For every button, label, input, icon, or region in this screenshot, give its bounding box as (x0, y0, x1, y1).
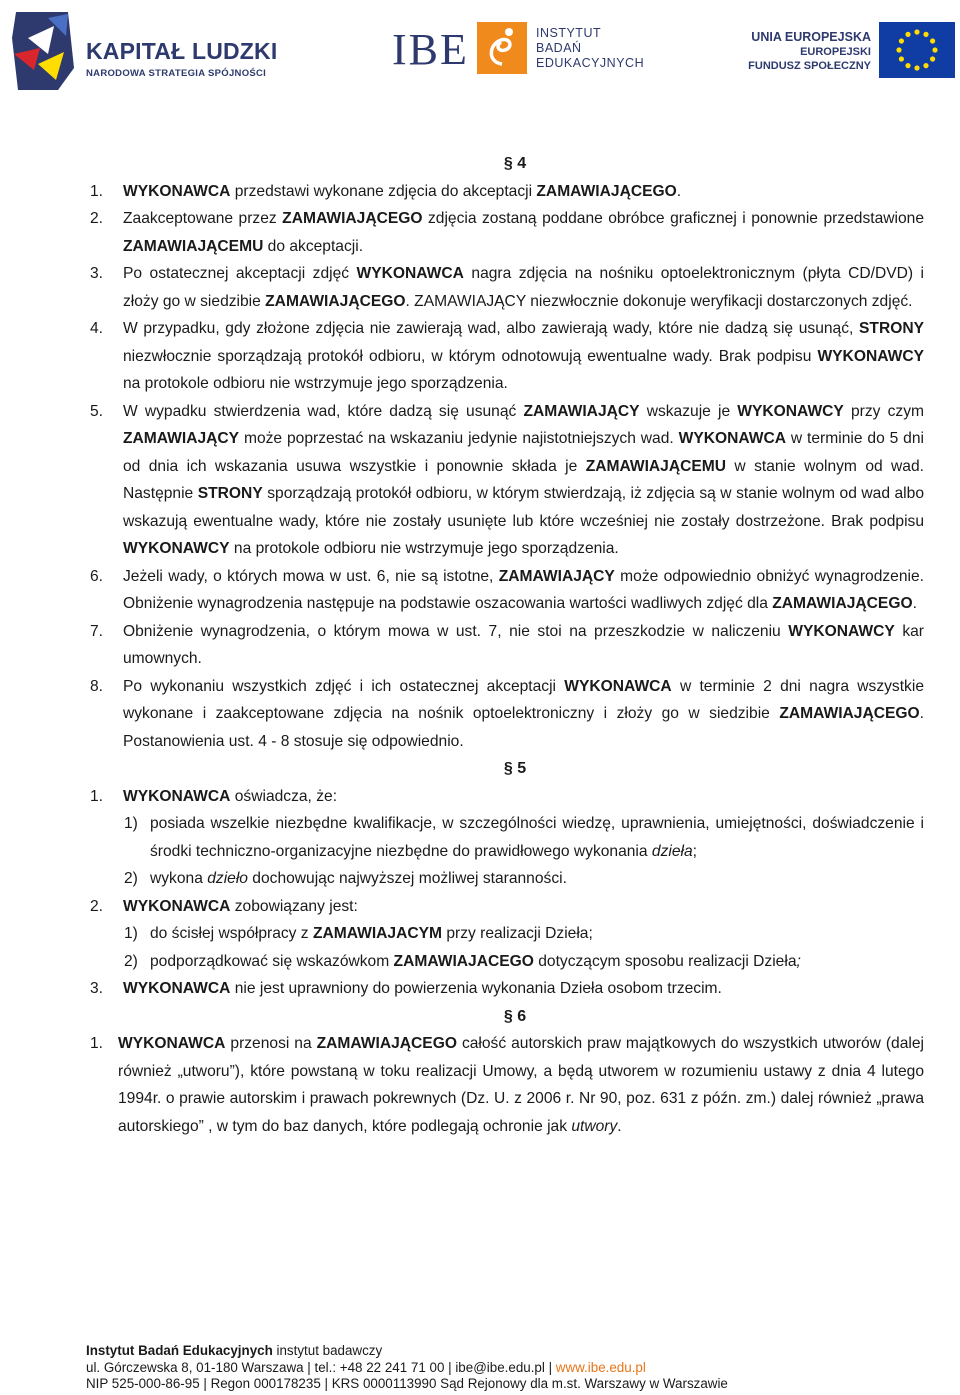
subitem-number: 1) (124, 815, 138, 832)
item-number: 3. (90, 980, 104, 997)
s4-item-8 (90, 673, 924, 756)
subitem-number: 2) (124, 870, 138, 887)
item-number: 1. (90, 787, 104, 805)
item-number: 1. (90, 1035, 104, 1052)
kapital-ludzki-logo (8, 8, 278, 94)
item-text: WYKONAWCA przenosi na ZAMAWIAJĄCEGO całość autorskich praw majątkowych do wszystkich utworów (dalej również „utworu”), które powstaną w toku realizacji Umowy, a będą utworem w rozumieniu ustawy z dnia 4 lutego 1994r. o prawie autorskim i prawach pokrewnych (Dz. U. z 2006 r. Nr 90, poz. 631 z późn. zm.) dalej również „prawa autorskiego” , w tym do baz danych, które podlegają ochronie jak utwory. (118, 1035, 924, 1135)
eu-logo (745, 22, 955, 82)
subitem-number: 1) (124, 925, 138, 942)
s5-item-3 (90, 975, 924, 1003)
footer-org-type: instytut badawczy (272, 1343, 383, 1358)
item-number: 4. (90, 320, 104, 337)
s4-item-7 (90, 618, 924, 673)
item-number: 2. (90, 210, 104, 227)
item-text: Po ostatecznej akceptacji zdjęć WYKONAWCA nagra zdjęcia na nośniku optoelektronicznym (płyta CD/DVD) i złoży go w siedzibie ZAMAWIAJĄCEGO. ZAMAWIAJĄCY niezwłocznie dokonuje weryfikacji dostarczonych zdjęć. (123, 265, 924, 310)
item-text: W wypadku stwierdzenia wad, które dadzą się usunąć ZAMAWIAJĄCY wskazuje je WYKONAWCY przy czym ZAMAWIAJĄCY może poprzestać na wskazaniu jedynie najistotniejszych wad. WYKONAWCA w terminie do 5 dni od dnia ich wskazania usuwa wszystkie i ponownie składa je ZAMAWIAJĄCEMU w stanie wolnym od wad. Następnie STRONY sporządzają protokół odbioru, w którym stwierdzają, iż zdjęcia są w stanie wolnym od wad albo wskazują ewentualne wady, które nie zostały usunięte lub które wcześniej nie zostały dostrzeżone. Brak podpisu WYKONAWCY na protokole odbioru nie wstrzymuje jego sporządzenia. (123, 402, 924, 557)
s5-item-2 (90, 893, 924, 921)
s5-item-2-sub-2 (124, 948, 924, 976)
subitem-text: wykona dzieło dochowując najwyższej możliwej staranności. (150, 870, 567, 887)
s5-item-1-sub-1 (124, 810, 924, 865)
eu-flag-icon (879, 22, 955, 78)
ibe-mark-icon (477, 22, 527, 74)
kapital-ludzki-title: KAPITAŁ LUDZKI (86, 38, 278, 64)
item-number: 1. (90, 182, 104, 200)
subitem-text: do ścisłej współpracy z ZAMAWIAJACYM przy realizacji Dzieła; (150, 925, 593, 942)
item-text: Zaakceptowane przez ZAMAWIAJĄCEGO zdjęcia zostaną poddane obróbce graficznej i ponownie przedstawione ZAMAWIAJĄCEMU do akceptacji. (123, 210, 924, 255)
item-number: 5. (90, 402, 104, 420)
document-body (0, 150, 960, 1140)
footer-contact (86, 1360, 728, 1377)
s4-item-5 (90, 398, 924, 563)
s6-item-1 (90, 1030, 924, 1140)
subitem-text: posiada wszelkie niezbędne kwalifikacje, w szczególności wiedzę, uprawnienia, umiejętności, doświadczenie i środki techniczno-organizacyjne niezbędne do prawidłowego wykonania dzieła; (150, 815, 924, 860)
s5-item-1 (90, 783, 924, 811)
item-text: Po wykonaniu wszystkich zdjęć i ich ostatecznej akceptacji WYKONAWCA w terminie 2 dni nagra wszystkie wykonane i zaakceptowane zdjęcia na nośnik optoelektroniczny i złoży go w siedzibie ZAMAWIAJĄCEGO. Postanowienia ust. 4 - 8 stosuje się odpowiednio. (123, 677, 924, 750)
eu-line-1: UNIA EUROPEJSKA (751, 30, 871, 44)
s5-item-1-sub-2 (124, 865, 924, 893)
item-text: WYKONAWCA oświadcza, że: (123, 787, 338, 805)
item-text: WYKONAWCA przedstawi wykonane zdjęcia do akceptacji ZAMAWIAJĄCEGO. (123, 182, 682, 200)
item-number: 2. (90, 897, 104, 915)
s4-item-1 (90, 178, 924, 206)
header-logos (0, 0, 960, 100)
footer-org-name: Instytut Badań Edukacyjnych (86, 1343, 273, 1358)
ibe-line-3: EDUKACYJNYCH (536, 56, 645, 70)
kapital-ludzki-subtitle: NARODOWA STRATEGIA SPÓJNOŚCI (86, 68, 267, 79)
item-text: WYKONAWCA nie jest uprawniony do powierzenia wykonania Dzieła osobom trzecim. (123, 980, 722, 997)
item-text: Obniżenie wynagrodzenia, o którym mowa w ust. 7, nie stoi na przeszkodzie w naliczeniu WYKONAWCY kar umownych. (123, 622, 924, 667)
kapital-ludzki-logo-mark (8, 8, 80, 94)
ibe-line-2: BADAŃ (536, 41, 582, 55)
section-heading-6: § 6 (503, 1007, 527, 1025)
eu-line-3: FUNDUSZ SPOŁECZNY (748, 60, 871, 72)
footer-website-link[interactable]: www.ibe.edu.pl (555, 1359, 646, 1375)
item-number: 8. (90, 677, 104, 695)
s5-item-2-sub-1 (124, 920, 924, 948)
s4-item-6 (90, 563, 924, 618)
footer-registry: NIP 525-000-86-95 | Regon 000178235 | KRS 0000113990 Sąd Rejonowy dla m.st. Warszawy w Warszawie (86, 1376, 728, 1391)
item-number: 7. (90, 622, 104, 640)
s4-item-3 (90, 260, 924, 315)
section-heading-4: § 4 (503, 155, 527, 172)
section-heading-5: § 5 (503, 760, 527, 777)
subitem-text: podporządkować się wskazówkom ZAMAWIAJACEGO dotyczącym sposobu realizacji Dzieła; (150, 952, 801, 970)
item-number: 6. (90, 567, 104, 585)
item-number: 3. (90, 265, 104, 282)
s4-item-2 (90, 205, 924, 260)
footer-address: ul. Górczewska 8, 01-180 Warszawa | tel.: +48 22 241 71 00 | ibe@ibe.edu.pl | (86, 1359, 556, 1375)
item-text: W przypadku, gdy złożone zdjęcia nie zawierają wad, albo zawierają wady, które nie dadzą się usunąć, STRONY niezwłocznie sporządzają protokół odbioru, w którym odnotowują ewentualne wady. Brak podpisu WYKONAWCY na protokole odbioru nie wstrzymuje jego sporządzenia. (123, 320, 924, 392)
s4-item-4 (90, 315, 924, 398)
page-footer (86, 1343, 728, 1393)
item-text: Jeżeli wady, o których mowa w ust. 6, nie są istotne, ZAMAWIAJĄCY może odpowiednio obniżyć wynagrodzenie. Obniżenie wynagrodzenia następuje na podstawie oszacowania wartości wadliwych zdjęć dla ZAMAWIAJĄCEGO. (123, 567, 924, 612)
ibe-wordmark: IBE (392, 25, 469, 74)
eu-line-2: EUROPEJSKI (800, 46, 871, 58)
footer-org (86, 1343, 728, 1360)
ibe-line-1: INSTYTUT (536, 26, 602, 40)
item-text: WYKONAWCA zobowiązany jest: (123, 897, 358, 915)
subitem-number: 2) (124, 952, 138, 970)
ibe-logo (392, 22, 662, 82)
